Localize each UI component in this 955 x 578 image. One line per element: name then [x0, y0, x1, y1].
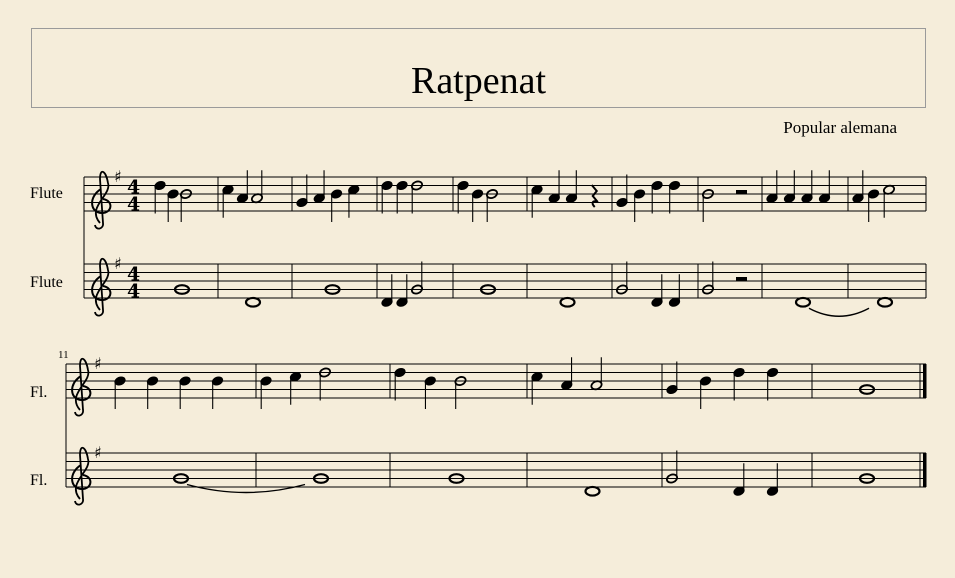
staff-1-1 [30, 167, 926, 228]
whole-note [796, 298, 810, 307]
time-signature-top: 4 [127, 263, 141, 286]
key-signature-sharp: ♯ [114, 167, 122, 187]
final-barline [923, 453, 927, 487]
system-1 [30, 167, 926, 316]
instrument-label: Flute [30, 185, 63, 202]
instrument-label: Fl. [30, 384, 48, 401]
time-signature-bottom: 4 [127, 193, 141, 216]
system-2 [30, 349, 927, 505]
instrument-label: Flute [30, 274, 63, 291]
composer-credit: Popular alemana [783, 118, 897, 137]
tie [187, 485, 305, 493]
final-barline [923, 364, 927, 398]
key-signature-sharp: ♯ [94, 354, 102, 374]
whole-note [586, 487, 600, 496]
time-signature-top: 4 [127, 176, 141, 199]
key-signature-sharp: ♯ [114, 254, 122, 274]
staff-1-2 [30, 254, 926, 316]
key-signature-sharp: ♯ [94, 443, 102, 463]
half-rest [736, 190, 747, 194]
instrument-label: Fl. [30, 472, 48, 489]
half-rest [736, 277, 747, 281]
whole-note [878, 298, 892, 307]
tie [809, 308, 869, 316]
whole-note [561, 298, 575, 307]
whole-note [246, 298, 260, 307]
quarter-rest [592, 185, 598, 207]
staff-2-2 [30, 443, 927, 504]
staff-2-1 [30, 354, 927, 415]
time-signature-bottom: 4 [127, 280, 141, 303]
score-title: Ratpenat [410, 60, 547, 102]
measure-number: 11 [58, 349, 69, 361]
